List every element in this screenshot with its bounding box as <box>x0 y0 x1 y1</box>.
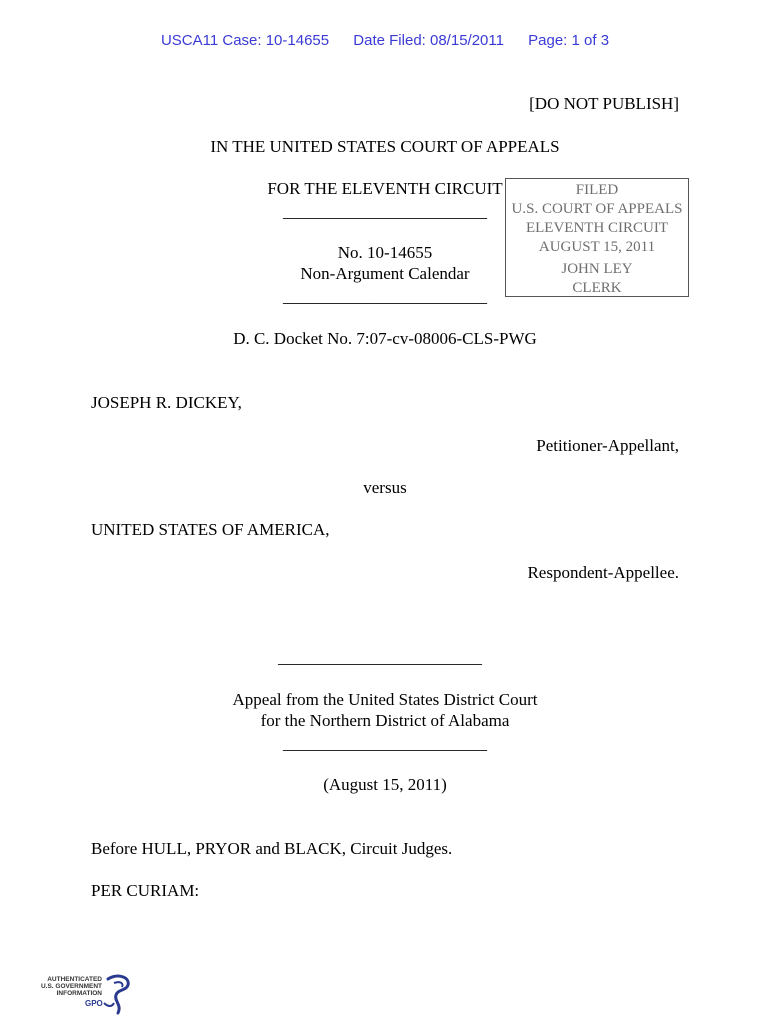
rule-line-3: ________________________ <box>278 648 482 667</box>
appeal-origin-line1: Appeal from the United States District Court <box>232 690 538 709</box>
rule-line-1: ________________________ <box>283 202 487 221</box>
panel-judges: Before HULL, PRYOR and BLACK, Circuit Judges. <box>91 839 453 858</box>
appeal-origin-line2: for the Northern District of Alabama <box>260 711 510 730</box>
per-curiam: PER CURIAM: <box>91 881 200 900</box>
case-number: No. 10-14655 <box>337 243 433 262</box>
stamp-circuit: ELEVENTH CIRCUIT <box>525 220 669 236</box>
calendar-type: Non-Argument Calendar <box>300 264 470 283</box>
docket-number: D. C. Docket No. 7:07-cv-08006-CLS-PWG <box>233 329 537 348</box>
gpo-authenticated-logo <box>40 973 132 1017</box>
header-case: USCA11 Case: 10-14655 <box>160 32 330 49</box>
decision-date: (August 15, 2011) <box>323 775 447 794</box>
rule-line-4: ________________________ <box>283 734 487 753</box>
header-page: Page: 1 of 3 <box>528 32 610 49</box>
stamp-clerk-title: CLERK <box>572 280 622 296</box>
stamp-court: U.S. COURT OF APPEALS <box>511 201 683 217</box>
stamp-filed: FILED <box>575 182 619 198</box>
stamp-date: AUGUST 15, 2011 <box>538 239 656 255</box>
respondent-name: UNITED STATES OF AMERICA, <box>91 520 330 539</box>
petitioner-name: JOSEPH R. DICKEY, <box>91 393 242 412</box>
logo-line3: INFORMATION <box>56 990 102 997</box>
versus: versus <box>363 478 407 497</box>
logo-line2: U.S. GOVERNMENT <box>40 983 102 990</box>
filed-stamp <box>505 178 689 297</box>
court-name: IN THE UNITED STATES COURT OF APPEALS <box>210 137 560 156</box>
rule-line-2: ________________________ <box>283 287 487 306</box>
page-header <box>0 32 770 49</box>
eagle-icon <box>100 973 132 1017</box>
circuit-name: FOR THE ELEVENTH CIRCUIT <box>267 179 503 198</box>
do-not-publish: [DO NOT PUBLISH] <box>529 94 679 113</box>
logo-line1: AUTHENTICATED <box>47 976 102 983</box>
header-date-filed: Date Filed: 08/15/2011 <box>353 32 504 49</box>
logo-text <box>40 976 102 997</box>
respondent-role: Respondent-Appellee. <box>527 563 679 582</box>
stamp-clerk-name: JOHN LEY <box>561 261 633 277</box>
petitioner-role: Petitioner-Appellant, <box>536 436 679 455</box>
logo-gpo: GPO <box>85 999 103 1008</box>
